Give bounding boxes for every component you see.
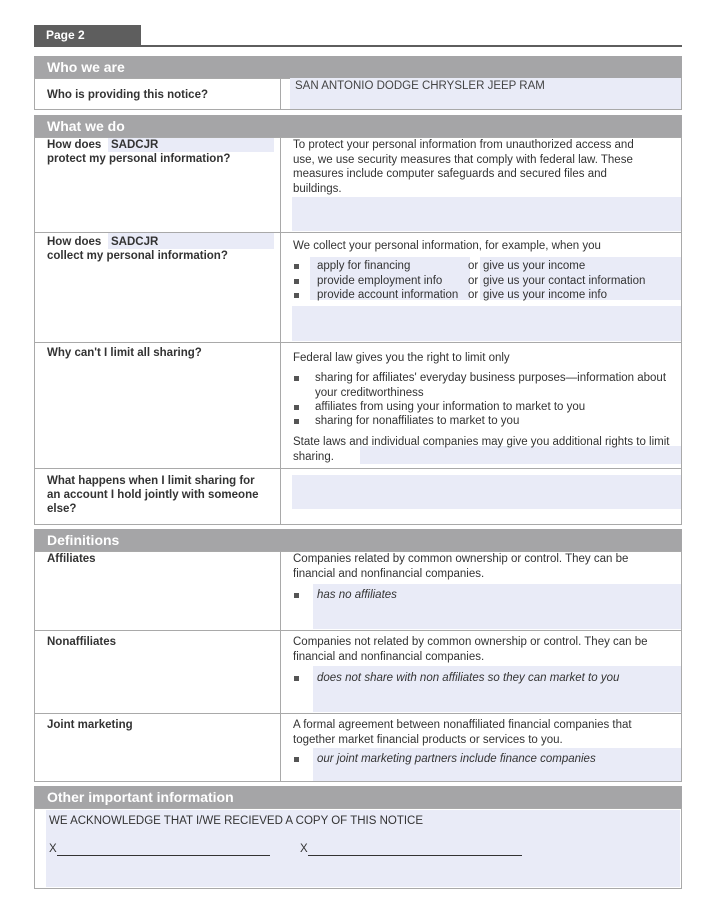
affiliates-term: Affiliates: [47, 553, 96, 565]
affiliates-note: has no affiliates: [317, 589, 397, 601]
bullet: [294, 279, 299, 284]
protect-answer: To protect your personal information from unauthorized access and use, we use security measures that comply with federal law. These measures include computer safeguards and secured files and buildings.: [293, 139, 634, 195]
joint-marketing-note: our joint marketing partners include finance companies: [317, 753, 596, 765]
page-tab-rule: [34, 45, 682, 47]
limit-intro: Federal law gives you the right to limit only: [293, 352, 510, 364]
provider-name-value: SAN ANTONIO DODGE CHRYSLER JEEP RAM: [295, 80, 545, 92]
bullet: [294, 293, 299, 298]
bullet: [294, 593, 299, 598]
collect-item-or: or: [468, 289, 479, 301]
row-divider: [34, 342, 682, 343]
definitions-header: Definitions: [34, 529, 682, 551]
row-divider: [34, 630, 682, 631]
protect-question-prefix: How does: [47, 139, 102, 151]
what-we-do-header: What we do: [34, 115, 682, 137]
jointly-answer-field[interactable]: [292, 475, 681, 509]
signature-line-2[interactable]: [308, 841, 522, 856]
collect-item-right: give us your income info: [483, 289, 608, 301]
other-info-header: Other important information: [34, 786, 682, 808]
acknowledgement-text: WE ACKNOWLEDGE THAT I/WE RECIEVED A COPY OF THIS NOTICE: [49, 815, 424, 827]
limit-item: sharing for nonaffiliates to market to you: [315, 415, 520, 427]
signature-x: X: [49, 843, 57, 855]
divider: [280, 137, 281, 525]
affiliates-definition: Companies related by common ownership or control. They can be financial and nonfinancial companies.: [293, 553, 629, 580]
divider: [280, 551, 281, 782]
row-divider: [34, 468, 682, 469]
who-providing-question: Who is providing this notice?: [47, 89, 208, 101]
collect-item-left: provide account information: [317, 289, 459, 301]
collect-item-left: provide employment info: [317, 275, 443, 287]
joint-marketing-definition: A formal agreement between nonaffiliated financial companies that together market financial products or services to you.: [293, 719, 632, 746]
divider: [280, 78, 281, 110]
protect-question-suffix: protect my personal information?: [47, 153, 231, 165]
collect-extra-field[interactable]: [292, 306, 681, 341]
collect-item-or: or: [468, 260, 479, 272]
nonaffiliates-definition: Companies not related by common ownership or control. They can be financial and nonfinancial companies.: [293, 636, 648, 663]
collect-item-right: give us your contact information: [483, 275, 646, 287]
protect-abbr: SADCJR: [111, 139, 159, 151]
collect-abbr: SADCJR: [111, 236, 159, 248]
collect-intro: We collect your personal information, for example, when you: [293, 240, 601, 252]
collect-item-left: apply for financing: [317, 260, 411, 272]
collect-question-suffix: collect my personal information?: [47, 250, 228, 262]
protect-extra-field[interactable]: [292, 197, 681, 231]
signature-line-1[interactable]: [57, 841, 270, 856]
limit-state-text: State laws and individual companies may give you additional rights to limit sharing.: [293, 436, 670, 463]
collect-item-right: give us your income: [483, 260, 586, 272]
limit-question: Why can't I limit all sharing?: [47, 347, 202, 359]
limit-item: sharing for affiliates' everyday business purposes—information about your creditworthiness: [315, 372, 667, 399]
joint-marketing-term: Joint marketing: [47, 719, 133, 731]
row-divider: [34, 713, 682, 714]
collect-question-prefix: How does: [47, 236, 102, 248]
signature-x: X: [300, 843, 308, 855]
provider-name-field[interactable]: [290, 78, 681, 109]
bullet: [294, 405, 299, 410]
collect-item-or: or: [468, 275, 479, 287]
jointly-question: What happens when I limit sharing for an account I hold jointly with someone else?: [47, 475, 259, 515]
who-we-are-header: Who we are: [34, 56, 682, 78]
bullet: [294, 419, 299, 424]
bullet: [294, 676, 299, 681]
page-tab: Page 2: [34, 25, 141, 46]
bullet: [294, 376, 299, 381]
bullet: [294, 757, 299, 762]
limit-item: affiliates from using your information to market to you: [315, 401, 586, 413]
bullet: [294, 264, 299, 269]
nonaffiliates-note: does not share with non affiliates so they can market to you: [317, 672, 620, 684]
nonaffiliates-term: Nonaffiliates: [47, 636, 117, 648]
